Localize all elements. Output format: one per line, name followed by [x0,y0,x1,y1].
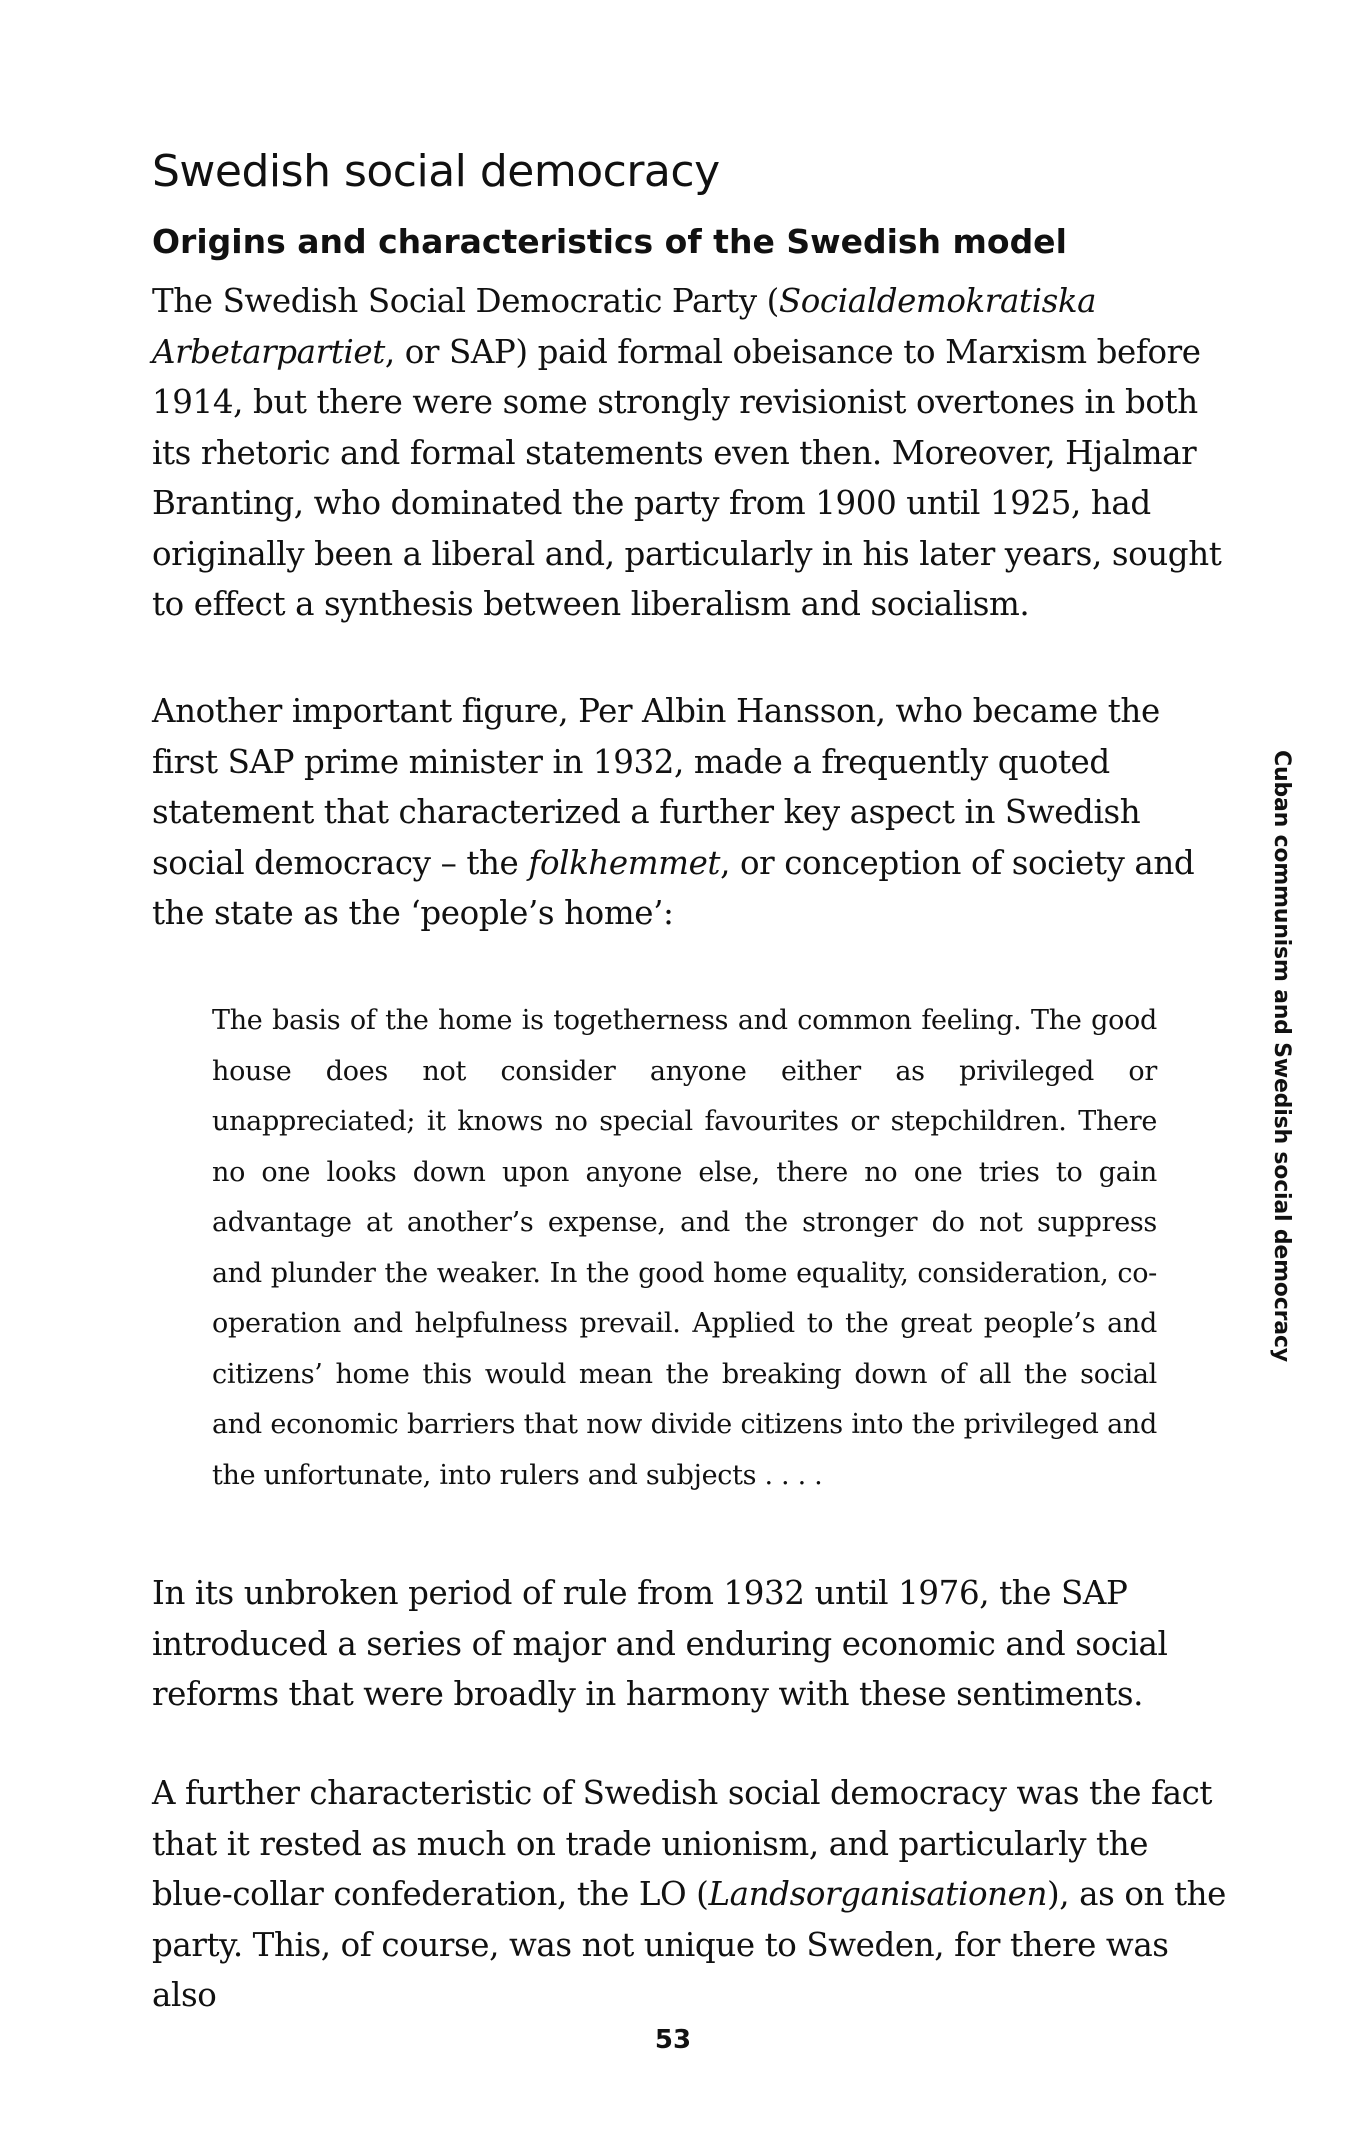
paragraph-4-text-a: A further characteristic of Swedish social democracy was the fact that it rested as much on trade unionism, and particularly the blue-collar confederation, the LO ( [152,1774,1213,1913]
section-subheading: Origins and characteristics of the Swedish model [152,222,1067,261]
paragraph-1-italic: Socialdemokratiska Arbetarpartiet [152,282,1097,371]
paragraph-2-text-b: , or conception of society and the state as the ‘people’s home’: [152,843,1195,932]
paragraph-1-text-b: , or SAP) paid formal obeisance to Marxism before 1914, but there were some strongly revisionist overtones in both its rhetoric and formal statements even then. Moreover, Hjalmar Branting, who dominated the party from 1900 until 1925, had originally been a liberal and, particularly in his later years, sought to effect a synthesis between liberalism and socialism. [152,332,1222,623]
paragraph-2-italic: folkhemmet [528,843,721,882]
paragraph-1-text-a: The Swedish Social Democratic Party ( [152,282,779,320]
paragraph-4-text-b: ), as on the party. This, of course, was not unique to Sweden, for there was also [152,1875,1227,2014]
paragraph-2-text-a: Another important figure, Per Albin Hansson, who became the first SAP prime minister in 1932, made a frequently quoted statement that characterized a further key aspect in Swedish social democracy – the [152,692,1160,882]
paragraph-1 [152,276,1227,630]
paragraph-3: In its unbroken period of rule from 1932 until 1976, the SAP introduced a series of major and enduring economic and social reforms that were broadly in harmony with these sentiments. [152,1574,1168,1713]
paragraph-4-italic: Landsorganisationen [708,1875,1048,1913]
paragraph-4 [152,1768,1227,2021]
page-title: Swedish social democracy [152,146,720,197]
block-quote: The basis of the home is togetherness and common feeling. The good house does not consider anyone either as privileged or unappreciated; it knows no special favourites or stepchildren. There no one looks down upon anyone else, there no one tries to gain advantage at another’s expense, and the stronger do not suppress and plunder the weaker. In the good home equality, consideration, co-operation and helpfulness prevail. Applied to the great people’s and citizens’ home this would mean the breaking down of all the social and economic barriers that now divide citizens into the privileged and the unfortunate, into rulers and subjects . . . . [212,1005,1157,1491]
running-head: Cuban communism and Swedish social democracy [1269,750,1294,1362]
paragraph-2 [152,686,1227,939]
page-number: 53 [654,2025,692,2055]
